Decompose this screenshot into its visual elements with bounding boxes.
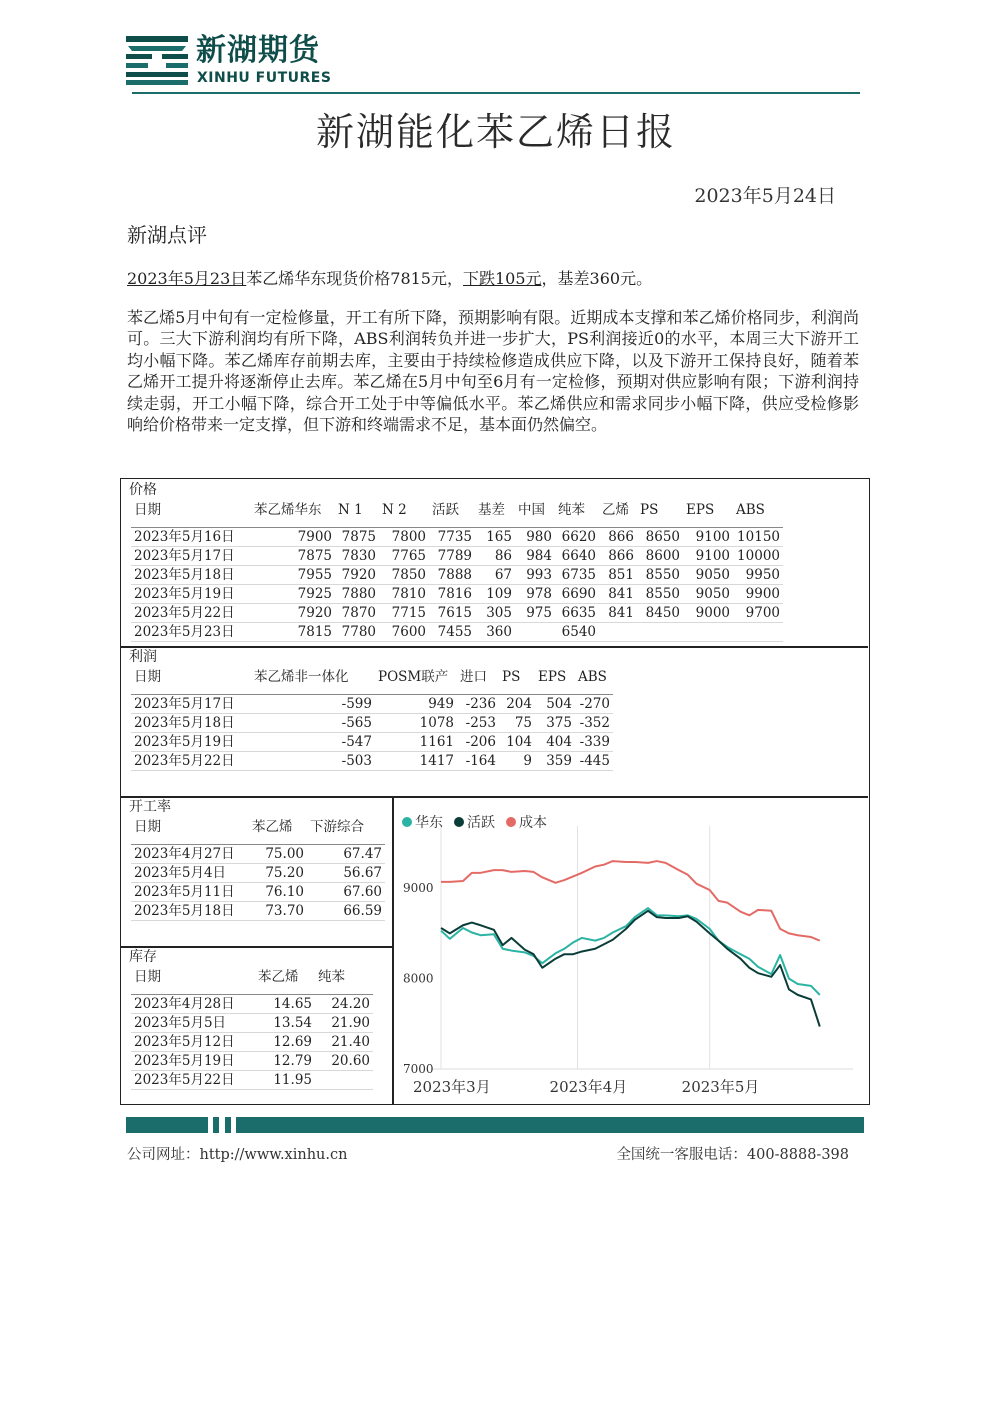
report-date: 2023年5月24日	[694, 185, 836, 207]
profit_table-header-6: ABS	[578, 669, 607, 685]
price_table-cell: 7800	[379, 527, 429, 546]
price_table-cell: 6735	[555, 565, 599, 584]
profit_table-cell: 375	[535, 713, 575, 732]
profit_table-cell: 1417	[375, 751, 457, 770]
profit_table-cell: 9	[499, 751, 535, 770]
report-title: 新湖能化苯乙烯日报	[315, 110, 676, 154]
price_table-cell: 8450	[637, 603, 683, 622]
price_table-cell: 7888	[429, 565, 475, 584]
price_table-header-6: 中国	[518, 502, 545, 518]
price_table-cell: 7455	[429, 622, 475, 641]
price_table-cell: 7780	[335, 622, 379, 641]
legend-label: 活跃	[467, 815, 495, 831]
price_table-header-10: EPS	[686, 502, 715, 518]
rate_table-cell: 2023年5月11日	[131, 882, 249, 901]
profit_table-cell: 2023年5月22日	[131, 751, 251, 770]
chart-series-成本	[441, 861, 820, 941]
price_table-cell: 6635	[555, 603, 599, 622]
table-row	[131, 713, 613, 732]
profit_table-header-1: 苯乙烯非一体化	[254, 669, 349, 685]
rate-section-label: 开工率	[129, 799, 171, 815]
price_table-cell: 2023年5月18日	[131, 565, 251, 584]
brand-name-en: XINHU FUTURES	[197, 70, 332, 86]
profit_table-header-3: 进口	[460, 669, 487, 685]
price_table-cell: 109	[475, 584, 515, 603]
legend-label: 华东	[415, 815, 443, 831]
price_table-header-9: PS	[640, 502, 659, 518]
rate_table-cell: 75.20	[249, 863, 307, 882]
profit_table-cell: 949	[375, 694, 457, 713]
price_table-cell: 993	[515, 565, 555, 584]
summary-basis: ，基差360元。	[541, 269, 653, 288]
price_table-cell: 7615	[429, 603, 475, 622]
price_table-cell: 6690	[555, 584, 599, 603]
summary-date: 2023年5月23日	[127, 269, 247, 288]
table-row	[131, 694, 613, 713]
price_table-cell: 7850	[379, 565, 429, 584]
table-row	[131, 844, 385, 863]
price_table-cell: 978	[515, 584, 555, 603]
legend-label: 成本	[519, 815, 547, 831]
inventory_table-cell: 12.79	[255, 1051, 315, 1070]
price_table-cell: 86	[475, 546, 515, 565]
table-row	[131, 901, 385, 920]
table-row	[131, 546, 783, 565]
inventory_table-cell: 21.40	[315, 1032, 373, 1051]
profit_table-cell: -253	[457, 713, 499, 732]
profit_table-cell: 1161	[375, 732, 457, 751]
profit_table-cell: -445	[575, 751, 613, 770]
profit_table-cell: 104	[499, 732, 535, 751]
chart-y-tick-label: 7000	[403, 1062, 434, 1076]
inventory_table-cell: 24.20	[315, 994, 373, 1013]
section-heading: 新湖点评	[127, 223, 207, 247]
table-row	[131, 751, 613, 770]
price_table-header-8: 乙烯	[602, 502, 629, 518]
inventory_table-cell: 20.60	[315, 1051, 373, 1070]
price_table-header-2: N 1	[338, 502, 363, 518]
inventory_table-cell	[315, 1070, 373, 1089]
price_table-cell: 8650	[637, 527, 683, 546]
summary-price: 苯乙烯华东现货价格7815元，	[246, 269, 463, 288]
price_table-header-3: N 2	[382, 502, 407, 518]
legend-marker	[506, 817, 516, 827]
price_table-cell: 10150	[733, 527, 783, 546]
price_table-header-7: 纯苯	[558, 502, 585, 518]
rate_table-header-1: 苯乙烯	[252, 819, 293, 835]
rate_table-cell: 75.00	[249, 844, 307, 863]
footer-bar	[126, 1117, 864, 1133]
price-summary	[127, 268, 652, 290]
rate_table-header-0: 日期	[134, 819, 161, 835]
table-row	[131, 732, 613, 751]
price_table-cell: 6540	[555, 622, 599, 641]
price_table-cell: 7875	[251, 546, 335, 565]
table-row	[131, 994, 373, 1013]
price_table-cell: 7880	[335, 584, 379, 603]
profit_table-cell: -164	[457, 751, 499, 770]
price_table-cell: 9100	[683, 527, 733, 546]
legend-marker	[402, 817, 412, 827]
inventory_table-cell: 2023年5月12日	[131, 1032, 255, 1051]
price_table-cell: 10000	[733, 546, 783, 565]
price_table-cell: 9050	[683, 584, 733, 603]
table-row	[131, 622, 783, 641]
price_table-cell: 8550	[637, 584, 683, 603]
profit_table-cell: -236	[457, 694, 499, 713]
profit_table-cell: 1078	[375, 713, 457, 732]
market-commentary: 苯乙烯5月中旬有一定检修量，开工有所下降，预期影响有限。近期成本支撑和苯乙烯价格同步，利润尚可。三大下游利润均有所下降，ABS利润转负并进一步扩大，PS利润接近0的水平，本周三大下游开工均小幅下降。苯乙烯库存前期去库，主要由于持续检修造成供应下降，以及下游开工保持良好，随着苯乙烯开工提升将逐渐停止去库。苯乙烯在5月中旬至6月有一定检修，预期对供应影响有限；下游利润持续走弱，开工小幅下降，综合开工处于中等偏低水平。苯乙烯供应和需求同步小幅下降，供应受检修影响给价格带来一定支撑，但下游和终端需求不足，基本面仍然偏空。	[127, 308, 859, 435]
rate_table-cell: 56.67	[307, 863, 385, 882]
inventory-table	[131, 964, 373, 1090]
panel-divider-price	[121, 646, 868, 648]
summary-change: 下跌105元	[463, 269, 542, 288]
table-row	[131, 565, 783, 584]
company-website: 公司网址：http://www.xinhu.cn	[127, 1147, 348, 1163]
inventory_table-header-1: 苯乙烯	[258, 969, 299, 985]
profit_table-cell: -339	[575, 732, 613, 751]
price_table-cell: 866	[599, 527, 637, 546]
inventory_table-cell: 2023年4月28日	[131, 994, 255, 1013]
chart-series-华东	[441, 908, 820, 995]
inventory_table-header-2: 纯苯	[318, 969, 345, 985]
rate_table-cell: 73.70	[249, 901, 307, 920]
profit_table-cell: -503	[251, 751, 375, 770]
rate_table-cell: 67.47	[307, 844, 385, 863]
price_table-cell: 866	[599, 546, 637, 565]
rate_table-cell: 2023年4月27日	[131, 844, 249, 863]
price_table-cell: 2023年5月17日	[131, 546, 251, 565]
price_table-cell: 7810	[379, 584, 429, 603]
price_table-cell: 975	[515, 603, 555, 622]
price_table-cell: 2023年5月23日	[131, 622, 251, 641]
profit_table-header-2: POSM联产	[378, 669, 449, 685]
price_table-cell: 7816	[429, 584, 475, 603]
price_table-cell: 7765	[379, 546, 429, 565]
price_table-cell: 7925	[251, 584, 335, 603]
header-divider	[132, 92, 860, 94]
price_table-cell: 841	[599, 603, 637, 622]
profit-table	[131, 664, 613, 771]
inventory_table-cell: 14.65	[255, 994, 315, 1013]
rate_table-cell: 76.10	[249, 882, 307, 901]
chart-x-tick-label: 2023年5月	[681, 1078, 760, 1096]
inventory-section-label: 库存	[129, 949, 157, 965]
price_table-cell: 7815	[251, 622, 335, 641]
price_table-cell: 6640	[555, 546, 599, 565]
price_table-cell	[683, 622, 733, 641]
table-row	[131, 1032, 373, 1051]
price_table-cell: 7870	[335, 603, 379, 622]
price_table-cell: 7600	[379, 622, 429, 641]
rate_table-cell: 2023年5月4日	[131, 863, 249, 882]
price_table-cell	[515, 622, 555, 641]
price_table-cell: 8550	[637, 565, 683, 584]
price_table-cell: 9700	[733, 603, 783, 622]
price_table-cell: 8600	[637, 546, 683, 565]
price_table-cell: 7875	[335, 527, 379, 546]
profit-section-label: 利润	[129, 649, 157, 665]
price_table-cell: 980	[515, 527, 555, 546]
profit_table-header-4: PS	[502, 669, 521, 685]
operating-rate-table	[131, 814, 385, 921]
inventory_table-cell: 2023年5月5日	[131, 1013, 255, 1032]
price_table-cell: 984	[515, 546, 555, 565]
rate_table-cell: 67.60	[307, 882, 385, 901]
profit_table-cell: -547	[251, 732, 375, 751]
price_table-cell: 7830	[335, 546, 379, 565]
price-section-label: 价格	[129, 482, 157, 498]
table-row	[131, 584, 783, 603]
price_table-cell: 7900	[251, 527, 335, 546]
table-row	[131, 1013, 373, 1032]
profit_table-cell: -565	[251, 713, 375, 732]
profit_table-cell: 504	[535, 694, 575, 713]
profit_table-cell: -206	[457, 732, 499, 751]
price_table-cell	[733, 622, 783, 641]
price_table-cell: 7955	[251, 565, 335, 584]
price_table-cell: 9950	[733, 565, 783, 584]
profit_table-cell: -352	[575, 713, 613, 732]
chart-x-tick-label: 2023年4月	[549, 1078, 628, 1096]
price_table-cell: 9900	[733, 584, 783, 603]
price_table-cell	[599, 622, 637, 641]
service-hotline: 全国统一客服电话：400-8888-398	[616, 1147, 849, 1163]
price_table-header-0: 日期	[134, 502, 161, 518]
profit_table-cell: -599	[251, 694, 375, 713]
price_table-cell: 841	[599, 584, 637, 603]
price_table-cell: 6620	[555, 527, 599, 546]
price_table-cell: 305	[475, 603, 515, 622]
chart-x-tick-label: 2023年3月	[413, 1078, 491, 1096]
inventory_table-cell: 12.69	[255, 1032, 315, 1051]
profit_table-cell: 2023年5月17日	[131, 694, 251, 713]
inventory_table-header-0: 日期	[134, 969, 161, 985]
chart-y-tick-label: 8000	[403, 971, 434, 986]
legend-marker	[454, 817, 464, 827]
price_table-cell: 7920	[335, 565, 379, 584]
price_table-cell: 7715	[379, 603, 429, 622]
panel-divider-rate	[121, 946, 393, 948]
rate_table-header-2: 下游综合	[310, 819, 364, 835]
price_table-cell: 9000	[683, 603, 733, 622]
table-row	[131, 1070, 373, 1089]
rate_table-cell: 2023年5月18日	[131, 901, 249, 920]
profit_table-cell: 2023年5月19日	[131, 732, 251, 751]
inventory_table-cell: 21.90	[315, 1013, 373, 1032]
price_table-cell: 7920	[251, 603, 335, 622]
profit_table-cell: 359	[535, 751, 575, 770]
price_table-cell: 7735	[429, 527, 475, 546]
price_table-header-4: 活跃	[432, 502, 459, 518]
price_table-cell: 165	[475, 527, 515, 546]
profit_table-cell: 204	[499, 694, 535, 713]
price_table-header-11: ABS	[736, 502, 765, 518]
price_table-cell: 9100	[683, 546, 733, 565]
profit_table-cell: 2023年5月18日	[131, 713, 251, 732]
profit_table-header-5: EPS	[538, 669, 567, 685]
inventory_table-cell: 11.95	[255, 1070, 315, 1089]
price_table-cell: 2023年5月22日	[131, 603, 251, 622]
price_table-cell: 67	[475, 565, 515, 584]
profit_table-cell: -270	[575, 694, 613, 713]
price-line-chart	[393, 798, 867, 1102]
profit_table-cell: 404	[535, 732, 575, 751]
price-table	[131, 497, 783, 642]
table-row	[131, 603, 783, 622]
price_table-cell	[637, 622, 683, 641]
table-row	[131, 863, 385, 882]
brand-name-cn: 新湖期货	[196, 33, 320, 68]
profit_table-cell: 75	[499, 713, 535, 732]
price_table-cell: 851	[599, 565, 637, 584]
price_table-header-1: 苯乙烯华东	[254, 502, 322, 518]
price_table-cell: 2023年5月16日	[131, 527, 251, 546]
price_table-cell: 7789	[429, 546, 475, 565]
price_table-cell: 2023年5月19日	[131, 584, 251, 603]
inventory_table-cell: 2023年5月19日	[131, 1051, 255, 1070]
price_table-cell: 360	[475, 622, 515, 641]
inventory_table-cell: 13.54	[255, 1013, 315, 1032]
inventory_table-cell: 2023年5月22日	[131, 1070, 255, 1089]
table-row	[131, 882, 385, 901]
profit_table-header-0: 日期	[134, 669, 161, 685]
rate_table-cell: 66.59	[307, 901, 385, 920]
price_table-header-5: 基差	[478, 502, 505, 518]
price_table-cell: 9050	[683, 565, 733, 584]
table-row	[131, 527, 783, 546]
table-row	[131, 1051, 373, 1070]
chart-y-tick-label: 9000	[403, 881, 434, 896]
company-logo-icon	[126, 36, 188, 86]
